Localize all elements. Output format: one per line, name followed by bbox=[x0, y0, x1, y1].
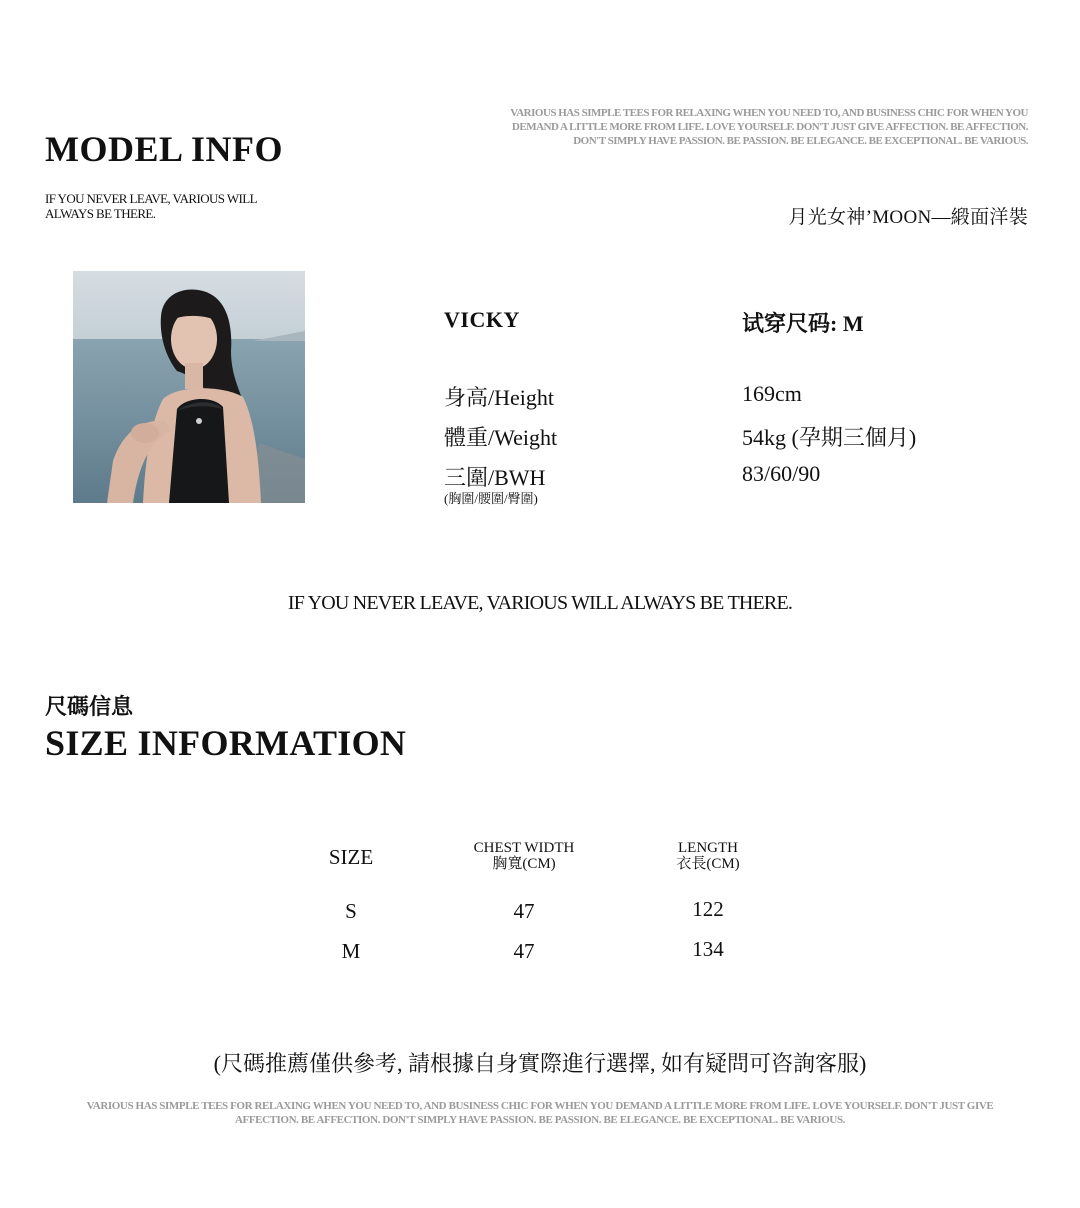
header-chest bbox=[444, 840, 604, 872]
bwh-value: 83/60/90 bbox=[742, 461, 821, 486]
header-size: SIZE bbox=[328, 845, 374, 869]
size-disclaimer: (尺碼推薦僅供參考, 請根據自身實際進行選擇, 如有疑問可咨詢客服) bbox=[213, 1051, 867, 1076]
model-size-tried: 试穿尺码: M bbox=[742, 311, 864, 336]
header-chest-en: CHEST WIDTH bbox=[473, 840, 575, 856]
model-name: VICKY bbox=[444, 307, 520, 332]
footer-brand-statement: VARIOUS HAS SIMPLE TEES FOR RELAXING WHEN YOU NEED TO, AND BUSINESS CHIC FOR WHEN YOU DEMAND A LITTLE MORE FROM LIFE. LOVE YOURSELF. DON'T JUST GIVE AFFECTION. BE AFFECTION. DON'T SIMPLY HAVE PASSION. BE PASSION. BE ELEGANCE. BE EXCEPTIONAL. BE VARIOUS. bbox=[86, 1100, 994, 1126]
page-title: MODEL INFO bbox=[45, 129, 284, 169]
height-value: 169cm bbox=[742, 381, 802, 406]
tagline: IF YOU NEVER LEAVE, VARIOUS WILL ALWAYS BE THERE. bbox=[287, 592, 793, 614]
page-subtitle: IF YOU NEVER LEAVE, VARIOUS WILL ALWAYS BE THERE. bbox=[45, 191, 257, 221]
product-name: 月光女神’MOON—緞面洋裝 bbox=[788, 207, 1028, 228]
header-length bbox=[638, 840, 778, 872]
model-photo bbox=[73, 271, 305, 503]
model-illustration bbox=[73, 271, 305, 503]
height-label: 身高/Height bbox=[444, 385, 554, 410]
header-length-cn: 衣長(CM) bbox=[676, 856, 740, 872]
row-s-chest: 47 bbox=[513, 899, 535, 923]
brand-statement: VARIOUS HAS SIMPLE TEES FOR RELAXING WHEN YOU NEED TO, AND BUSINESS CHIC FOR WHEN YOU DEMAND A LITTLE MORE FROM LIFE. LOVE YOURSELF. DON'T JUST GIVE AFFECTION. BE AFFECTION. DON'T SIMPLY HAVE PASSION. BE PASSION. BE ELEGANCE. BE EXCEPTIONAL. BE VARIOUS. bbox=[510, 107, 1028, 147]
row-s-size: S bbox=[345, 899, 357, 923]
row-m-chest: 47 bbox=[513, 939, 535, 963]
header-length-en: LENGTH bbox=[678, 840, 738, 856]
row-s-length: 122 bbox=[692, 897, 724, 921]
header-chest-cn: 胸寬(CM) bbox=[492, 856, 556, 872]
size-section-title: SIZE INFORMATION bbox=[45, 723, 407, 763]
bwh-label: 三圍/BWH bbox=[444, 465, 546, 490]
bwh-note: (胸圍/腰圍/臀圍) bbox=[444, 491, 538, 506]
row-m-length: 134 bbox=[692, 937, 724, 961]
weight-value: 54kg (孕期三個月) bbox=[742, 425, 917, 450]
row-m-size: M bbox=[341, 939, 361, 963]
size-section-title-cn: 尺碼信息 bbox=[45, 694, 134, 719]
weight-label: 體重/Weight bbox=[444, 425, 558, 450]
